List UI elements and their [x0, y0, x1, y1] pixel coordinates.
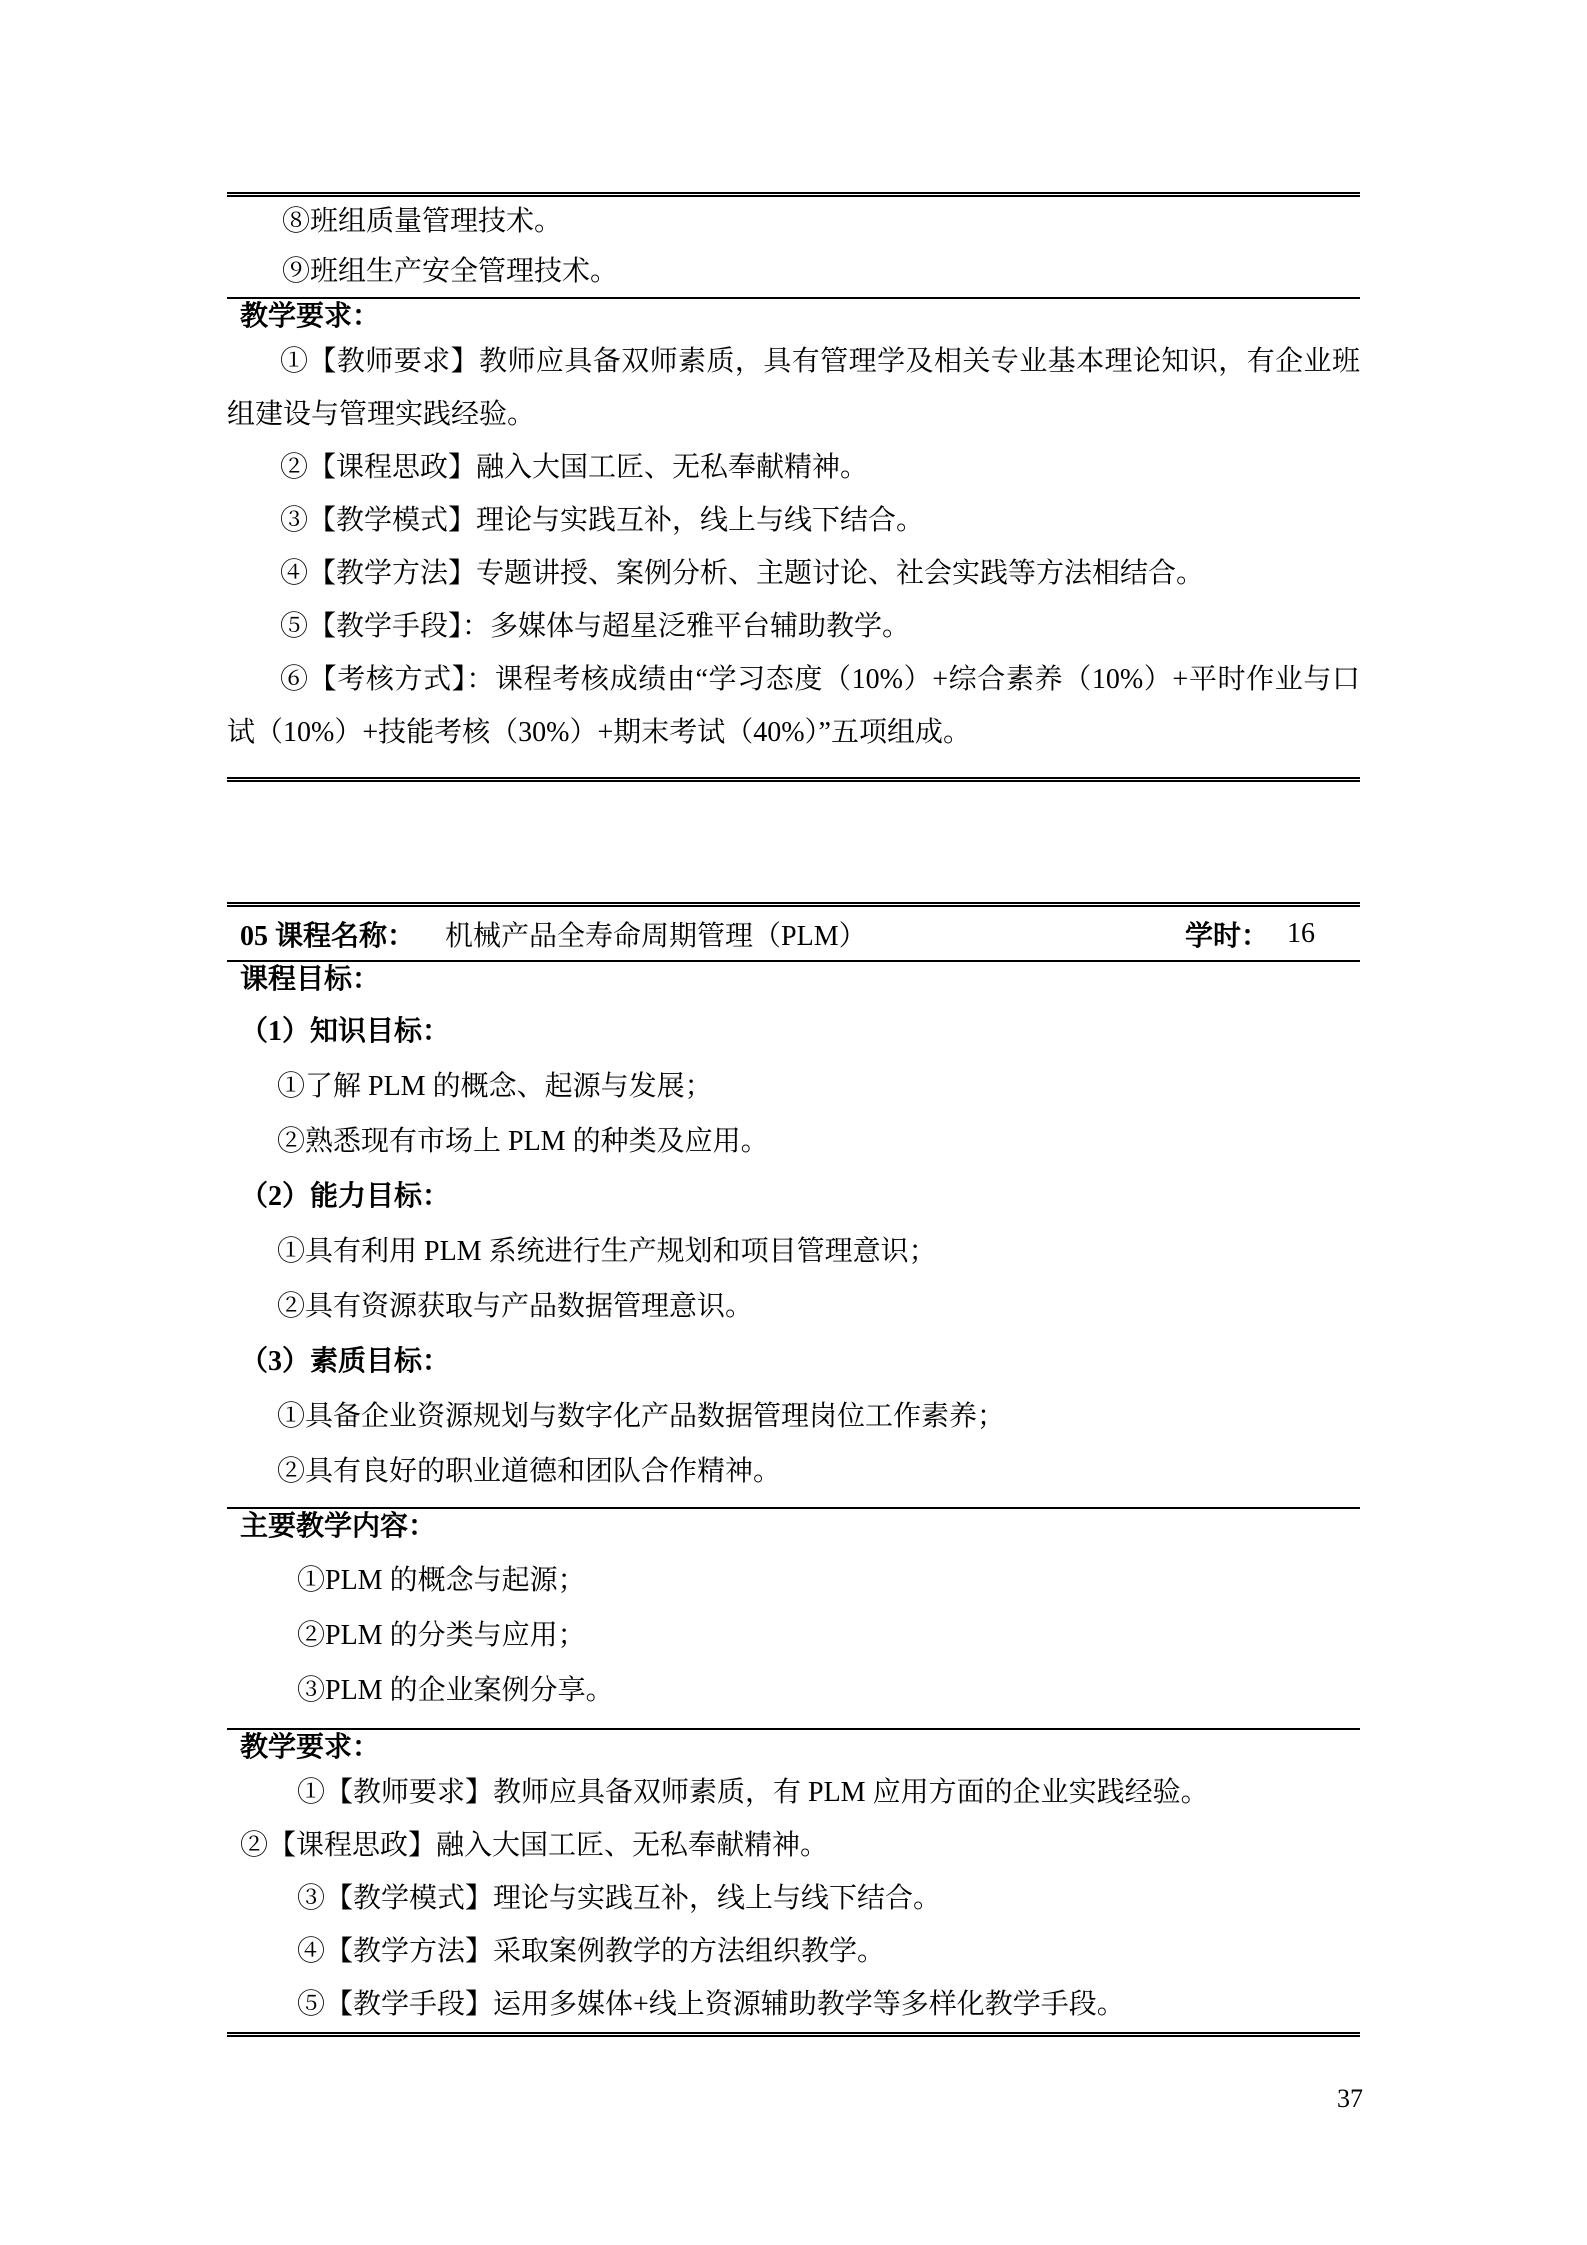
list-item: ①【教师要求】教师应具备双师素质，具有管理学及相关专业基本理论知识，有企业班: [280, 346, 1360, 377]
list-item: ③【教学模式】理论与实践互补，线上与线下结合。: [297, 1883, 942, 1914]
list-item: ⑨班组生产安全管理技术。: [282, 256, 619, 287]
course-name-value: 机械产品全寿命周期管理（PLM）: [445, 920, 867, 952]
list-item-continuation: 组建设与管理实践经验。: [227, 399, 536, 430]
list-item: ①具备企业资源规划与数字化产品数据管理岗位工作素养；: [277, 1401, 1006, 1432]
objective-group-title: （1）知识目标：: [240, 1016, 451, 1047]
list-item: ⑤【教学手段】：多媒体与超星泛雅平台辅助教学。: [280, 611, 911, 642]
list-item: ①【教师要求】教师应具备双师素质，有 PLM 应用方面的企业实践经验。: [297, 1777, 1209, 1808]
list-item: ②具有良好的职业道德和团队合作精神。: [277, 1456, 782, 1487]
section-heading: 教学要求：: [240, 301, 381, 332]
list-item: ④【教学方法】采取案例教学的方法组织教学。: [297, 1936, 886, 1967]
document-content: [227, 192, 1360, 2037]
teaching-requirements-row: [227, 299, 1360, 777]
list-item: ①具有利用 PLM 系统进行生产规划和项目管理意识；: [277, 1236, 937, 1267]
objective-group-title: （2）能力目标：: [240, 1181, 451, 1212]
section-heading: 主要教学内容：: [240, 1511, 437, 1542]
list-item: ①了解 PLM 的概念、起源与发展；: [277, 1071, 713, 1102]
list-item: ②熟悉现有市场上 PLM 的种类及应用。: [277, 1126, 769, 1157]
teaching-content-row: [227, 197, 1360, 299]
list-item: ②【课程思政】融入大国工匠、无私奉献精神。: [280, 452, 869, 483]
teaching-content-row: [227, 1509, 1360, 1730]
list-item: ③【教学模式】理论与实践互补，线上与线下结合。: [280, 505, 925, 536]
list-item: ⑥【考核方式】：课程考核成绩由“学习态度（10%）+综合素养（10%）+平时作业与口: [280, 664, 1360, 695]
list-item-continuation: 试（10%）+技能考核（30%）+期末考试（40%）”五项组成。: [227, 717, 971, 748]
list-item: ④【教学方法】专题讲授、案例分析、主题讨论、社会实践等方法相结合。: [280, 558, 1205, 589]
list-item: ①PLM 的概念与起源；: [297, 1565, 586, 1596]
course-05-table: [227, 902, 1360, 2037]
hours-label: 学时：: [1184, 920, 1269, 952]
list-item: ②PLM 的分类与应用；: [297, 1620, 586, 1651]
list-item: ③PLM 的企业案例分享。: [297, 1675, 614, 1706]
hours-value: 16: [1287, 917, 1315, 949]
list-item: ⑧班组质量管理技术。: [282, 206, 563, 237]
list-item: ②具有资源获取与产品数据管理意识。: [277, 1291, 754, 1322]
course-header-row: [227, 907, 1360, 962]
prev-course-table: [227, 192, 1360, 782]
section-heading: 课程目标：: [240, 964, 381, 995]
course-name-label: 05 课程名称：: [240, 920, 416, 952]
section-heading: 教学要求：: [240, 1732, 381, 1763]
list-item: ⑤【教学手段】运用多媒体+线上资源辅助教学等多样化教学手段。: [297, 1989, 1125, 2020]
course-objectives-row: [227, 962, 1360, 1509]
teaching-requirements-row: [227, 1730, 1360, 2032]
list-item: ②【课程思政】融入大国工匠、无私奉献精神。: [240, 1830, 829, 1861]
page-number: 37: [1337, 2084, 1363, 2113]
objective-group-title: （3）素质目标：: [240, 1346, 451, 1377]
